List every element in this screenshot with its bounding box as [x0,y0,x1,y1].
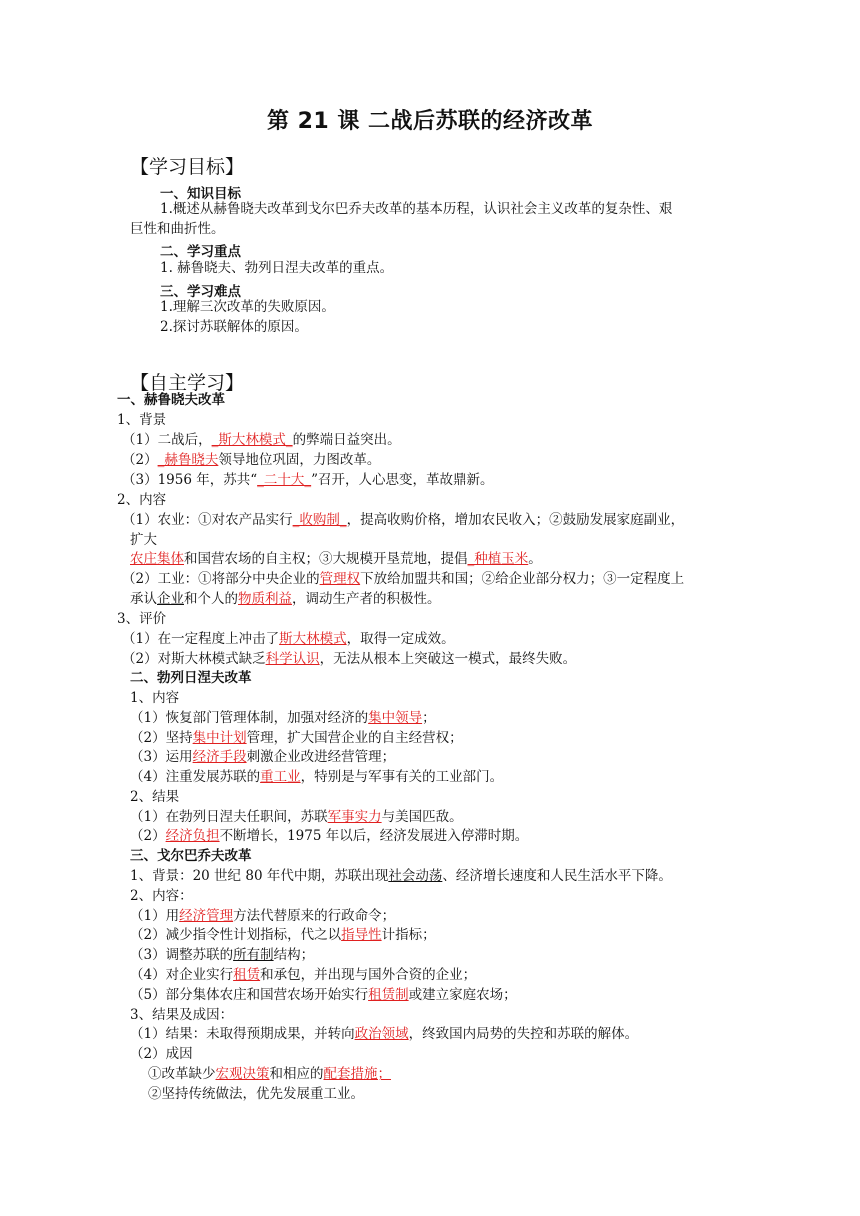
answer-text: 物质利益 [238,591,292,607]
focus-item: 1. 赫鲁晓夫、勃列日涅夫改革的重点。 [160,260,394,276]
g-result-label: 3、结果及成因： [130,1007,234,1023]
knowledge-line-1: 1.概述从赫鲁晓夫改革到戈尔巴乔夫改革的基本历程，认识社会主义改革的复杂性、艰 [160,201,673,217]
answer-text: 租赁制 [368,987,409,1003]
g-content-1: （1）用经济管理方法代替原来的行政命令； [130,908,396,924]
g-content-label: 2、内容： [130,888,193,904]
g-background: 1、背景：20 世纪 80 年代中期，苏联出现社会动荡、经济增长速度和人民生活水平下降。 [130,868,672,884]
b-content-2: （2）坚持集中计划管理，扩大国营企业的自主经营权； [130,730,463,746]
b-content-1: （1）恢复部门管理体制，加强对经济的集中领导； [130,710,436,726]
answer-text: _斯大林模式_ [211,432,293,448]
answer-text: 宏观决策 [215,1066,270,1082]
answer-text: 配套措施 [323,1066,378,1082]
k-content-1-wrap: 扩大 [130,532,157,548]
answer-text: 经济管理 [179,908,234,924]
answer-text: 科学认识 [265,651,320,667]
k-background-1: （1）二战后，_斯大林模式_的弊端日益突出。 [122,432,401,448]
answer-text: 斯大林模式 [279,631,347,647]
b-result-2: （2）经济负担不断增长，1975 年以后，经济发展进入停滞时期。 [130,828,529,844]
k-background-3: （3）1956 年，苏共“_二十大_”召开，人心思变，革故鼎新。 [122,472,494,488]
g-result-1: （1）结果：未取得预期成果，并转向政治领域，终致国内局势的失控和苏联的解体。 [130,1026,639,1042]
self-study-heading: 【自主学习】 [130,372,245,394]
answer-text: 租赁 [233,967,261,983]
objectives-heading: 【学习目标】 [130,156,245,178]
b-result-label: 2、结果 [130,789,180,805]
g-content-2: （2）减少指令性计划指标，代之以指导性计指标； [130,927,436,943]
k-content-1: （1）农业：①对农产品实行_收购制_，提高收购价格，增加农民收入；②鼓励发展家庭副业， [122,512,685,528]
b-content-3: （3）运用经济手段刺激企业改进经营管理； [130,749,396,765]
brezhnev-heading: 二、勃列日涅夫改革 [130,670,252,686]
answer-text: _收购制_ [292,512,347,528]
k-eval-1: （1）在一定程度上冲击了斯大林模式，取得一定成效。 [122,631,455,647]
knowledge-heading: 一、知识目标 [160,186,241,202]
g-content-4: （4）对企业实行租赁和承包，并出现与国外合资的企业； [130,967,477,983]
page-title: 第 21 课 二战后苏联的经济改革 [266,109,594,134]
b-result-1: （1）在勃列日涅夫任职间，苏联军事实力与美国匹敌。 [130,809,463,825]
k-background-label: 1、背景 [117,412,167,428]
difficulty-item-2: 2.探讨苏联解体的原因。 [160,319,308,335]
g-cause-2: ②坚持传统做法，优先发展重工业。 [148,1086,364,1102]
b-content-4: （4）注重发展苏联的重工业，特别是与军事有关的工业部门。 [130,769,504,785]
answer-text: 军事实力 [327,809,382,825]
g-cause-1: ①改革缺少宏观决策和相应的配套措施； [148,1066,391,1082]
answer-text: 经济手段 [192,749,247,765]
g-content-3: （3）调整苏联的所有制结构； [130,947,315,963]
answer-text: 政治领域 [354,1026,409,1042]
knowledge-line-2: 巨性和曲折性。 [130,221,225,237]
answer-text: _赫鲁晓夫 [157,452,219,468]
g-result-2-label: （2）成因 [130,1046,193,1062]
answer-text: _二十大_ [257,472,312,488]
b-content-label: 1、内容 [130,690,180,706]
focus-heading: 二、学习重点 [160,244,241,260]
khrushchev-heading: 一、赫鲁晓夫改革 [117,392,225,408]
k-background-2: （2）_赫鲁晓夫领导地位巩固，力图改革。 [122,452,381,468]
difficulty-item-1: 1.理解三次改革的失败原因。 [160,299,335,315]
answer-text: 农庄集体 [130,551,184,567]
g-content-5: （5）部分集体农庄和国营农场开始实行租赁制或建立家庭农场； [130,987,517,1003]
answer-text: 指导性 [341,927,382,943]
gorbachev-heading: 三、戈尔巴乔夫改革 [130,848,252,864]
k-content-label: 2、内容 [117,492,167,508]
answer-text: 集中计划 [192,730,247,746]
answer-text: _种植玉米 [467,551,529,567]
answer-text: 集中领导 [368,710,423,726]
difficulty-heading: 三、学习难点 [160,284,241,300]
k-content-2-cont: 承认企业和个人的物质利益，调动生产者的积极性。 [130,591,441,607]
answer-text: 管理权 [319,571,361,587]
k-eval-label: 3、评价 [117,611,167,627]
answer-text: 经济负担 [165,828,220,844]
k-content-2: （2）工业：①将部分中央企业的管理权下放给加盟共和国；②给企业部分权力；③一定程度上 [122,571,685,587]
answer-text: 重工业 [260,769,301,785]
k-eval-2: （2）对斯大林模式缺乏科学认识，无法从根本上突破这一模式，最终失败。 [122,651,577,667]
k-content-1-cont: 农庄集体和国营农场的自主权；③大规模开垦荒地，提倡_种植玉米。 [130,551,542,567]
